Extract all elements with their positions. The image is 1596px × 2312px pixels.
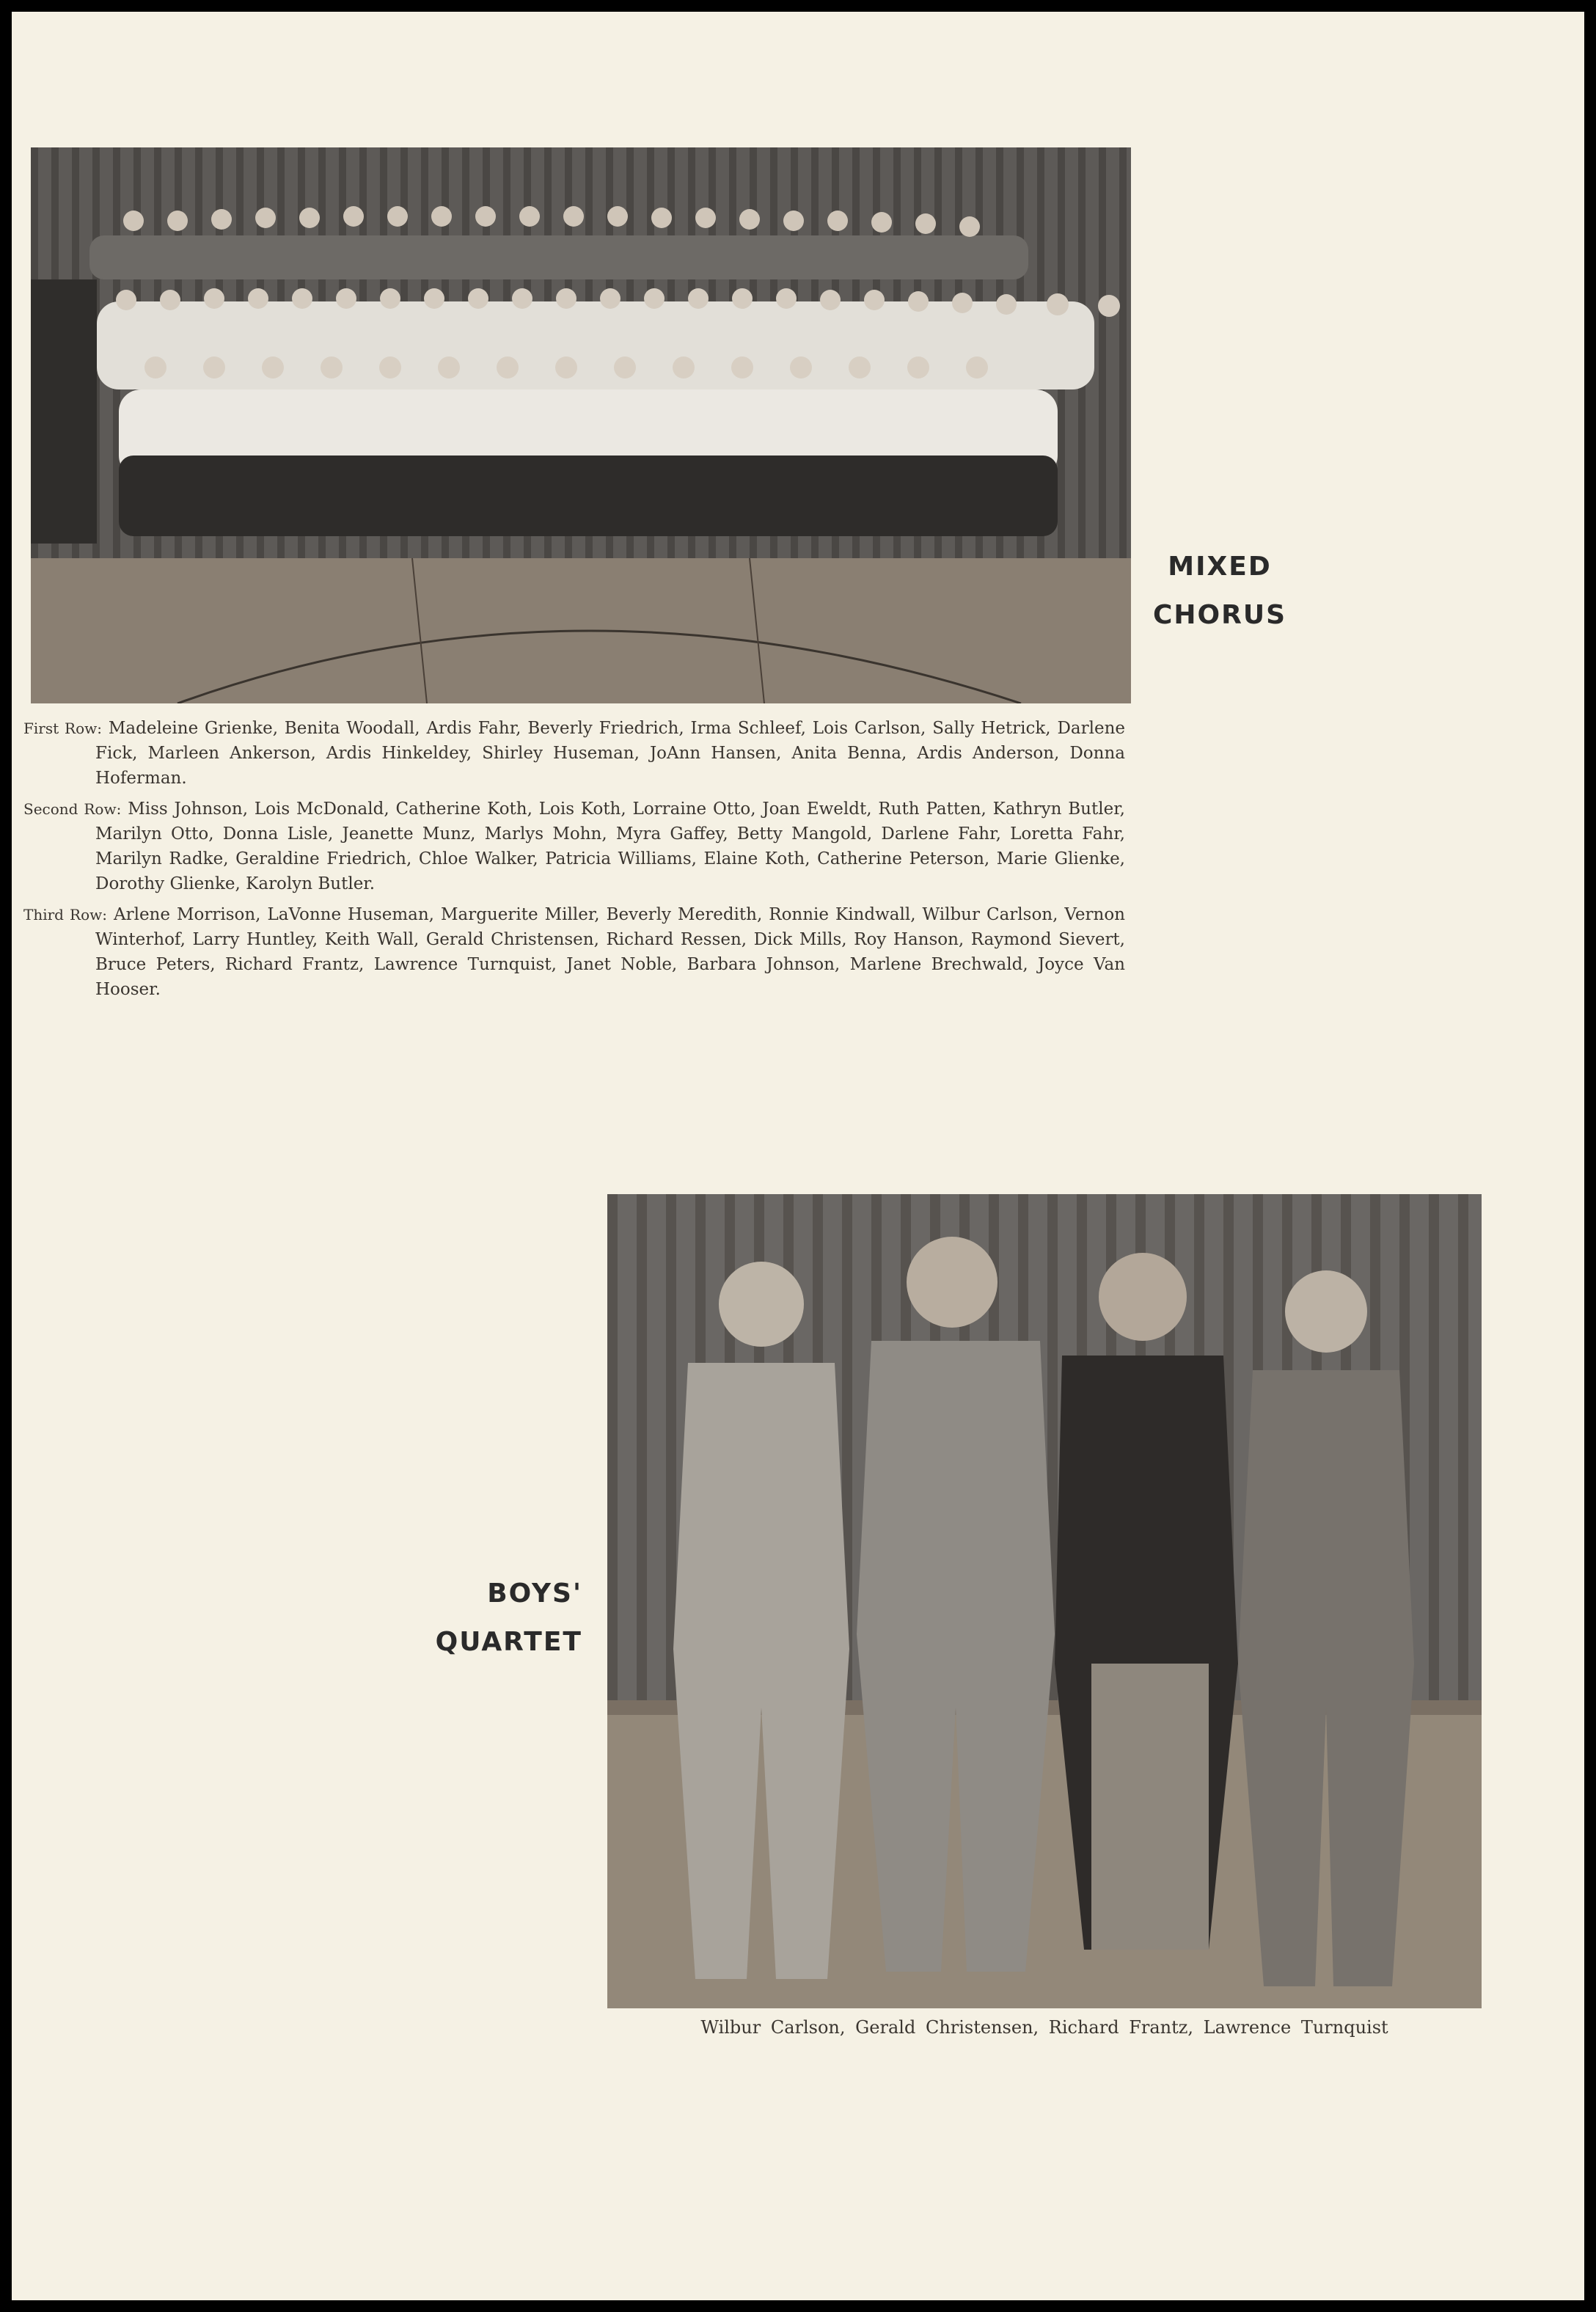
mixed-chorus-heading [1153,543,1286,640]
mixed-chorus-heading-line2: CHORUS [1153,600,1287,630]
second-row-caption [23,797,1125,896]
first-row-label: First Row: [23,720,102,737]
boys-quartet-heading [428,1570,582,1667]
third-row-label: Third Row: [23,906,107,923]
boys-quartet-heading-line2: QUARTET [435,1627,582,1657]
mixed-chorus-heading-line1: MIXED [1168,552,1272,582]
mixed-chorus-photo [31,147,1131,703]
yearbook-page [12,12,1584,2300]
boys-quartet-caption: Wilbur Carlson, Gerald Christensen, Richard Frantz, Lawrence Turnquist [700,2017,1388,2038]
first-row-caption [23,716,1125,791]
mixed-chorus-photo-graphic [31,147,1131,703]
third-row-caption [23,902,1125,1002]
boys-quartet-photo [607,1194,1482,2008]
second-row-label: Second Row: [23,800,122,818]
boys-quartet-heading-line1: BOYS' [487,1578,582,1609]
third-row-names: Arlene Morrison, LaVonne Huseman, Marguerite Miller, Beverly Meredith, Ronnie Kindwall, Wilbur Carlson, Vernon Winterhof, Larry Huntley, Keith Wall, Gerald Christensen, Richard Ressen, Dick Mills, Roy Hanson, Raymond Sievert, Bruce Peters, Richard Frantz, Lawrence Turnquist, Janet Noble, Barbara Johnson, Marlene Brechwald, Joyce Van Hooser. [95,905,1125,999]
boys-quartet-photo-graphic [607,1194,1482,2008]
first-row-names: Madeleine Grienke, Benita Woodall, Ardis Fahr, Beverly Friedrich, Irma Schleef, Lois Carlson, Sally Hetrick, Darlene Fick, Marleen Ankerson, Ardis Hinkeldey, Shirley Huseman, JoAnn Hansen, Anita Benna, Ardis Anderson, Donna Hoferman. [95,719,1126,788]
second-row-names: Miss Johnson, Lois McDonald, Catherine Koth, Lois Koth, Lorraine Otto, Joan Eweldt, Ruth Patten, Kathryn Butler, Marilyn Otto, Donna Lisle, Jeanette Munz, Marlys Mohn, Myra Gaffey, Betty Mangold, Darlene Fahr, Loretta Fahr, Marilyn Radke, Geraldine Friedrich, Chloe Walker, Patricia Williams, Elaine Koth, Catherine Peterson, Marie Glienke, Dorothy Glienke, Karolyn Butler. [95,800,1125,893]
mixed-chorus-caption [23,716,1125,1008]
